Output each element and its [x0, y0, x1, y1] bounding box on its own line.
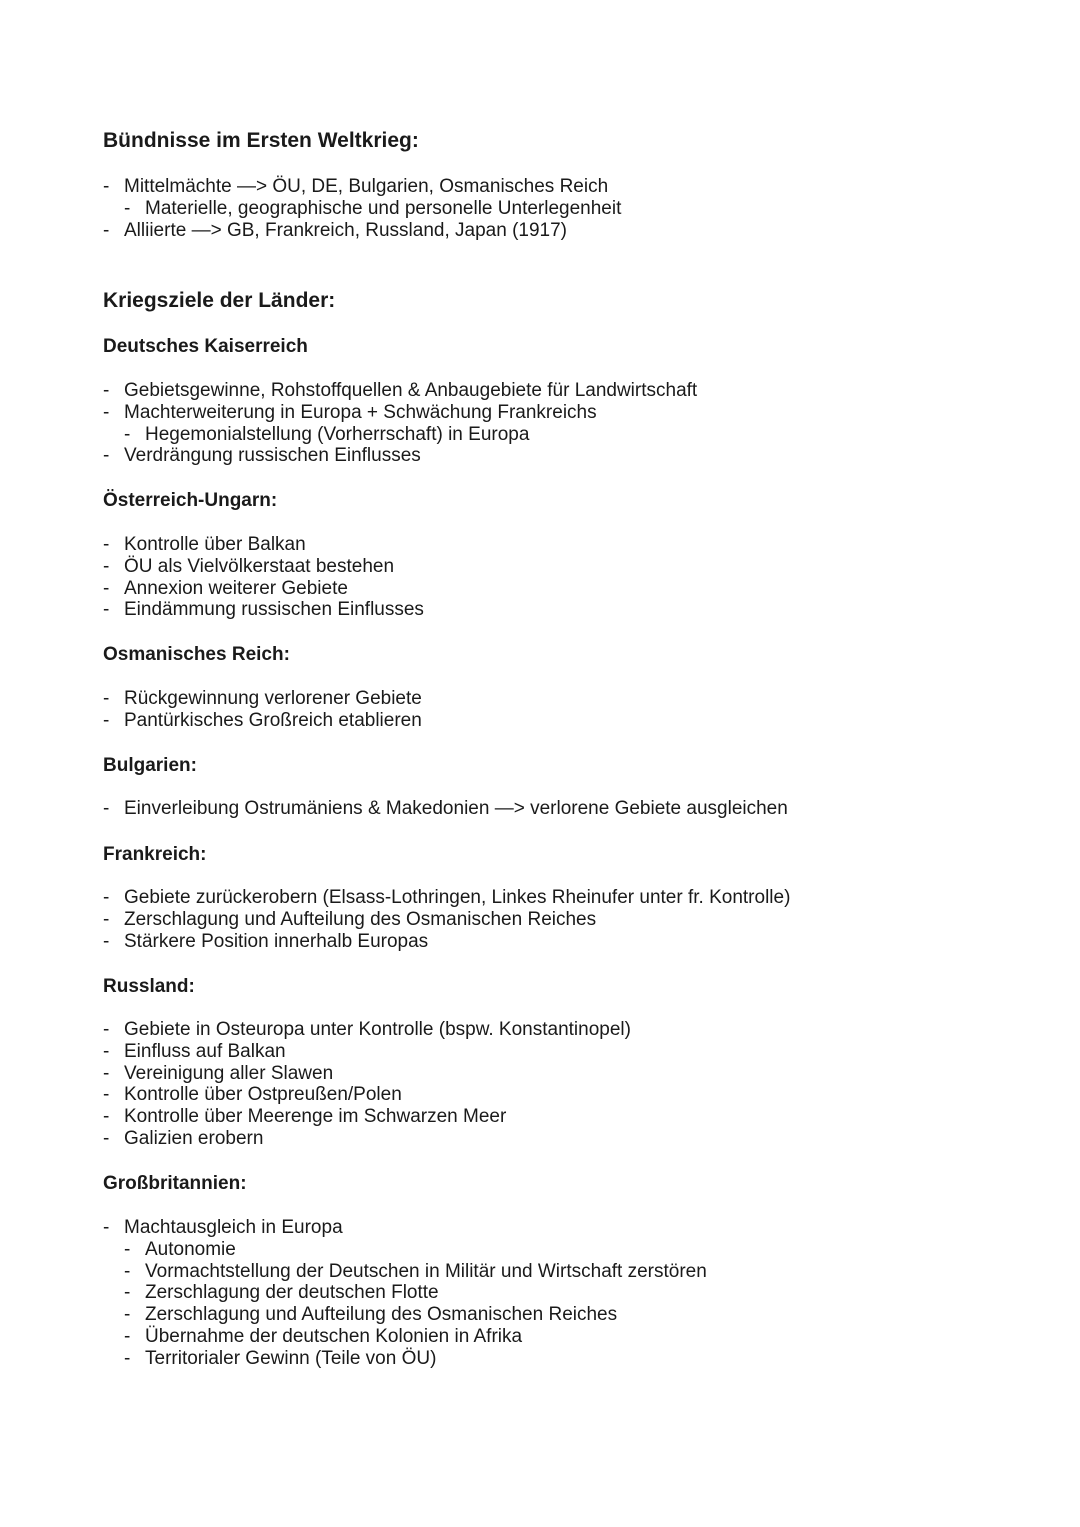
bullet-dash: - — [103, 380, 110, 401]
list-item-text: Autonomie — [145, 1238, 236, 1260]
bullet-dash: - — [103, 1127, 110, 1149]
list-item — [103, 931, 790, 953]
list-item-text: ÖU als Vielvölkerstaat bestehen — [124, 555, 395, 577]
bullet-dash: - — [124, 1238, 131, 1260]
list-item-text: Stärkere Position innerhalb Europas — [124, 930, 429, 952]
list-item — [103, 909, 790, 931]
sub-list-item — [124, 1304, 707, 1326]
bullet-dash: - — [103, 1217, 110, 1238]
list-item — [103, 1217, 707, 1239]
section-list-ottoman-empire — [103, 688, 422, 732]
bullet-dash: - — [103, 798, 110, 819]
list-item-text: Pantürkisches Großreich etablieren — [124, 709, 422, 731]
list-item-text: Rückgewinnung verlorener Gebiete — [124, 688, 422, 709]
bullet-dash: - — [103, 401, 110, 423]
sub-list-item — [124, 1326, 707, 1348]
bullet-dash: - — [124, 1304, 131, 1326]
sub-list-item — [124, 424, 697, 446]
list-item-text: Kontrolle über Ostpreußen/Polen — [124, 1084, 402, 1106]
list-item — [103, 578, 424, 600]
list-item — [103, 220, 621, 242]
list-item — [103, 599, 424, 621]
bullet-dash: - — [103, 709, 110, 731]
list-item-text: Zerschlagung der deutschen Flotte — [145, 1282, 439, 1304]
sub-list-item — [124, 1239, 707, 1261]
list-item-text: Einverleibung Ostrumäniens & Makedonien —> verlorene Gebiete ausgleichen — [124, 798, 788, 819]
section-heading-france: Frankreich: — [103, 844, 207, 865]
bullet-dash: - — [103, 176, 110, 197]
sub-list-item — [124, 1282, 707, 1304]
alliances-list — [103, 176, 621, 241]
list-item — [103, 402, 697, 424]
list-item — [103, 1041, 631, 1063]
page-title: Bündnisse im Ersten Weltkrieg: — [103, 129, 419, 152]
list-item-text: Kontrolle über Meerenge im Schwarzen Meer — [124, 1106, 507, 1128]
bullet-dash: - — [124, 197, 131, 219]
list-item-text: Vormachtstellung der Deutschen in Militär und Wirtschaft zerstören — [145, 1260, 707, 1282]
bullet-dash: - — [103, 577, 110, 599]
list-item — [103, 176, 621, 198]
list-item-text: Kontrolle über Balkan — [124, 534, 306, 555]
list-item-text: Vereinigung aller Slawen — [124, 1062, 334, 1084]
bullet-dash: - — [124, 1282, 131, 1304]
bullet-dash: - — [103, 1084, 110, 1106]
list-item — [103, 556, 424, 578]
list-item — [103, 1019, 631, 1041]
bullet-dash: - — [103, 555, 110, 577]
bullet-dash: - — [103, 599, 110, 621]
list-item — [103, 688, 422, 710]
list-item-text: Eindämmung russischen Einflusses — [124, 599, 424, 621]
list-item — [103, 380, 697, 402]
bullet-dash: - — [103, 887, 110, 908]
section-heading-germany: Deutsches Kaiserreich — [103, 336, 308, 357]
bullet-dash: - — [124, 1347, 131, 1369]
bullet-dash: - — [103, 1019, 110, 1040]
section-heading-ottoman-empire: Osmanisches Reich: — [103, 644, 290, 665]
section-list-france — [103, 887, 790, 952]
bullet-dash: - — [103, 1062, 110, 1084]
bullet-dash: - — [103, 1106, 110, 1128]
list-item-text: Galizien erobern — [124, 1127, 264, 1149]
list-item-text: Machtausgleich in Europa — [124, 1217, 343, 1238]
section-list-great-britain — [103, 1217, 707, 1370]
section-list-germany — [103, 380, 697, 467]
bullet-dash: - — [103, 688, 110, 709]
list-item-text: Machterweiterung in Europa + Schwächung Frankreichs — [124, 401, 597, 423]
list-item — [103, 798, 788, 820]
list-item — [103, 710, 422, 732]
list-item — [103, 534, 424, 556]
bullet-dash: - — [103, 219, 110, 241]
list-item-text: Mittelmächte —> ÖU, DE, Bulgarien, Osmanisches Reich — [124, 176, 609, 197]
bullet-dash: - — [124, 1260, 131, 1282]
bullet-dash: - — [103, 534, 110, 555]
list-item-text: Gebiete in Osteuropa unter Kontrolle (bspw. Konstantinopel) — [124, 1019, 631, 1040]
bullet-dash: - — [124, 423, 131, 445]
list-item-text: Hegemonialstellung (Vorherrschaft) in Europa — [145, 423, 530, 445]
list-item-text: Gebietsgewinne, Rohstoffquellen & Anbaugebiete für Landwirtschaft — [124, 380, 698, 401]
list-item — [103, 887, 790, 909]
section-list-russia — [103, 1019, 631, 1150]
section-list-austria-hungary — [103, 534, 424, 621]
list-item — [103, 1084, 631, 1106]
war-aims-title: Kriegsziele der Länder: — [103, 289, 336, 312]
section-heading-bulgaria: Bulgarien: — [103, 755, 197, 776]
list-item-text: Zerschlagung und Aufteilung des Osmanischen Reiches — [145, 1304, 618, 1326]
list-item — [103, 1106, 631, 1128]
bullet-dash: - — [103, 445, 110, 467]
list-item-text: Gebiete zurückerobern (Elsass-Lothringen, Linkes Rheinufer unter fr. Kontrolle) — [124, 887, 791, 908]
section-list-bulgaria — [103, 798, 788, 820]
list-item-text: Materielle, geographische und personelle Unterlegenheit — [145, 197, 622, 219]
list-item-text: Einfluss auf Balkan — [124, 1040, 286, 1062]
list-item-text: Zerschlagung und Aufteilung des Osmanischen Reiches — [124, 908, 597, 930]
list-item-text: Annexion weiterer Gebiete — [124, 577, 348, 599]
sub-list-item — [124, 198, 621, 220]
list-item-text: Territorialer Gewinn (Teile von ÖU) — [145, 1347, 437, 1369]
list-item — [103, 445, 697, 467]
bullet-dash: - — [103, 1040, 110, 1062]
list-item — [103, 1128, 631, 1150]
section-heading-austria-hungary: Österreich-Ungarn: — [103, 490, 278, 511]
bullet-dash: - — [103, 908, 110, 930]
list-item-text: Verdrängung russischen Einflusses — [124, 445, 421, 467]
list-item-text: Übernahme der deutschen Kolonien in Afrika — [145, 1325, 523, 1347]
bullet-dash: - — [124, 1325, 131, 1347]
section-heading-russia: Russland: — [103, 976, 195, 997]
section-heading-great-britain: Großbritannien: — [103, 1173, 247, 1194]
sub-list-item — [124, 1348, 707, 1370]
bullet-dash: - — [103, 930, 110, 952]
sub-list-item — [124, 1261, 707, 1283]
list-item — [103, 1063, 631, 1085]
list-item-text: Alliierte —> GB, Frankreich, Russland, Japan (1917) — [124, 219, 568, 241]
